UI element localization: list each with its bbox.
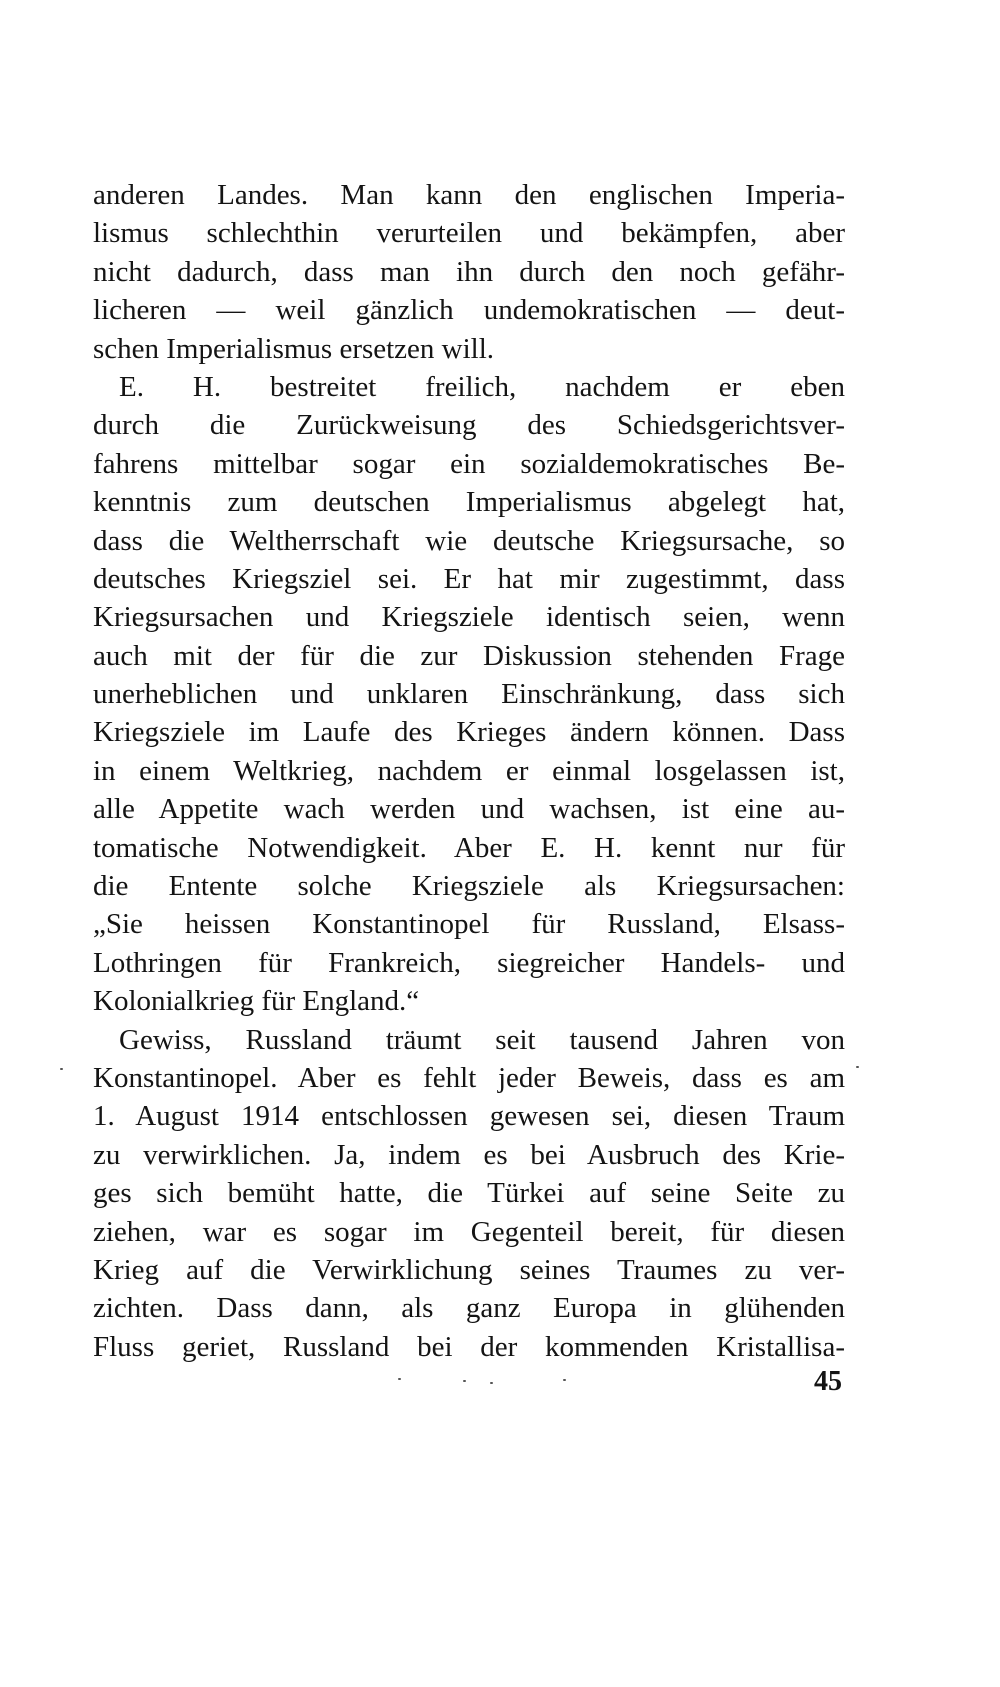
text-line: unerheblichen und unklaren Einschränkung, dass sich — [93, 678, 845, 711]
text-line: alle Appetite wach werden und wachsen, ist eine au- — [93, 793, 845, 826]
scan-speck — [490, 1382, 493, 1384]
text-line: ges sich bemüht hatte, die Türkei auf seine Seite zu — [93, 1177, 845, 1210]
scan-speck — [398, 1378, 401, 1380]
text-line: lismus schlechthin verurteilen und bekämpfen, aber — [93, 217, 845, 250]
text-line: nicht dadurch, dass man ihn durch den noch gefähr- — [93, 255, 845, 288]
scan-speck — [563, 1379, 566, 1381]
text-line: Fluss geriet, Russland bei der kommenden Kristallisa- — [93, 1330, 845, 1363]
text-line: Krieg auf die Verwirklichung seines Traumes zu ver- — [93, 1253, 845, 1286]
text-line: „Sie heissen Konstantinopel für Russland, Elsass- — [93, 908, 845, 941]
scan-speck — [463, 1380, 466, 1382]
paragraph-first-line — [93, 1021, 845, 1059]
text-line: licheren — weil gänzlich undemokratischen — deut- — [93, 294, 845, 327]
text-line: Kriegsursachen und Kriegsziele identisch seien, wenn — [93, 601, 845, 634]
text-line: in einem Weltkrieg, nachdem er einmal losgelassen ist, — [93, 754, 845, 787]
text-line: zu verwirklichen. Ja, indem es bei Ausbruch des Krie- — [93, 1138, 845, 1171]
text-line: anderen Landes. Man kann den englischen Imperia- — [93, 179, 845, 211]
text-line: zichten. Dass dann, als ganz Europa in glühenden — [93, 1292, 845, 1325]
text-line: Konstantinopel. Aber es fehlt jeder Beweis, dass es am — [93, 1061, 845, 1094]
text-line: die Entente solche Kriegsziele als Kriegsursachen: — [93, 870, 845, 903]
text-line: fahrens mittelbar sogar ein sozialdemokratisches Be- — [93, 447, 845, 480]
text-line: Gewiss, Russland träumt seit tausend Jahren von — [119, 1023, 845, 1056]
scan-speck — [856, 1066, 859, 1068]
text-line: dass die Weltherrschaft wie deutsche Kriegsursache, so — [93, 524, 845, 557]
text-line: Lothringen für Frankreich, siegreicher Handels- und — [93, 946, 845, 979]
text-line: 1. August 1914 entschlossen gewesen sei, diesen Traum — [93, 1100, 845, 1133]
page-number: 45 — [814, 1366, 842, 1397]
text-line: schen Imperialismus ersetzen will. — [93, 332, 495, 365]
text-line: Kriegsziele im Laufe des Krieges ändern können. Dass — [93, 716, 845, 749]
paragraph-first-line — [93, 368, 845, 406]
scan-speck — [60, 1068, 63, 1070]
text-line: E. H. bestreitet freilich, nachdem er eben — [119, 370, 845, 403]
text-line: auch mit der für die zur Diskussion stehenden Frage — [93, 639, 845, 672]
text-line: durch die Zurückweisung des Schiedsgerichtsver- — [93, 409, 845, 442]
text-line: tomatische Notwendigkeit. Aber E. H. kennt nur für — [93, 831, 845, 864]
text-line: Kolonialkrieg für England.“ — [93, 985, 420, 1018]
text-line: deutsches Kriegsziel sei. Er hat mir zugestimmt, dass — [93, 562, 845, 595]
text-line: kenntnis zum deutschen Imperialismus abgelegt hat, — [93, 486, 845, 519]
body-text — [93, 176, 845, 1366]
text-line: ziehen, war es sogar im Gegenteil bereit, für diesen — [93, 1215, 845, 1248]
